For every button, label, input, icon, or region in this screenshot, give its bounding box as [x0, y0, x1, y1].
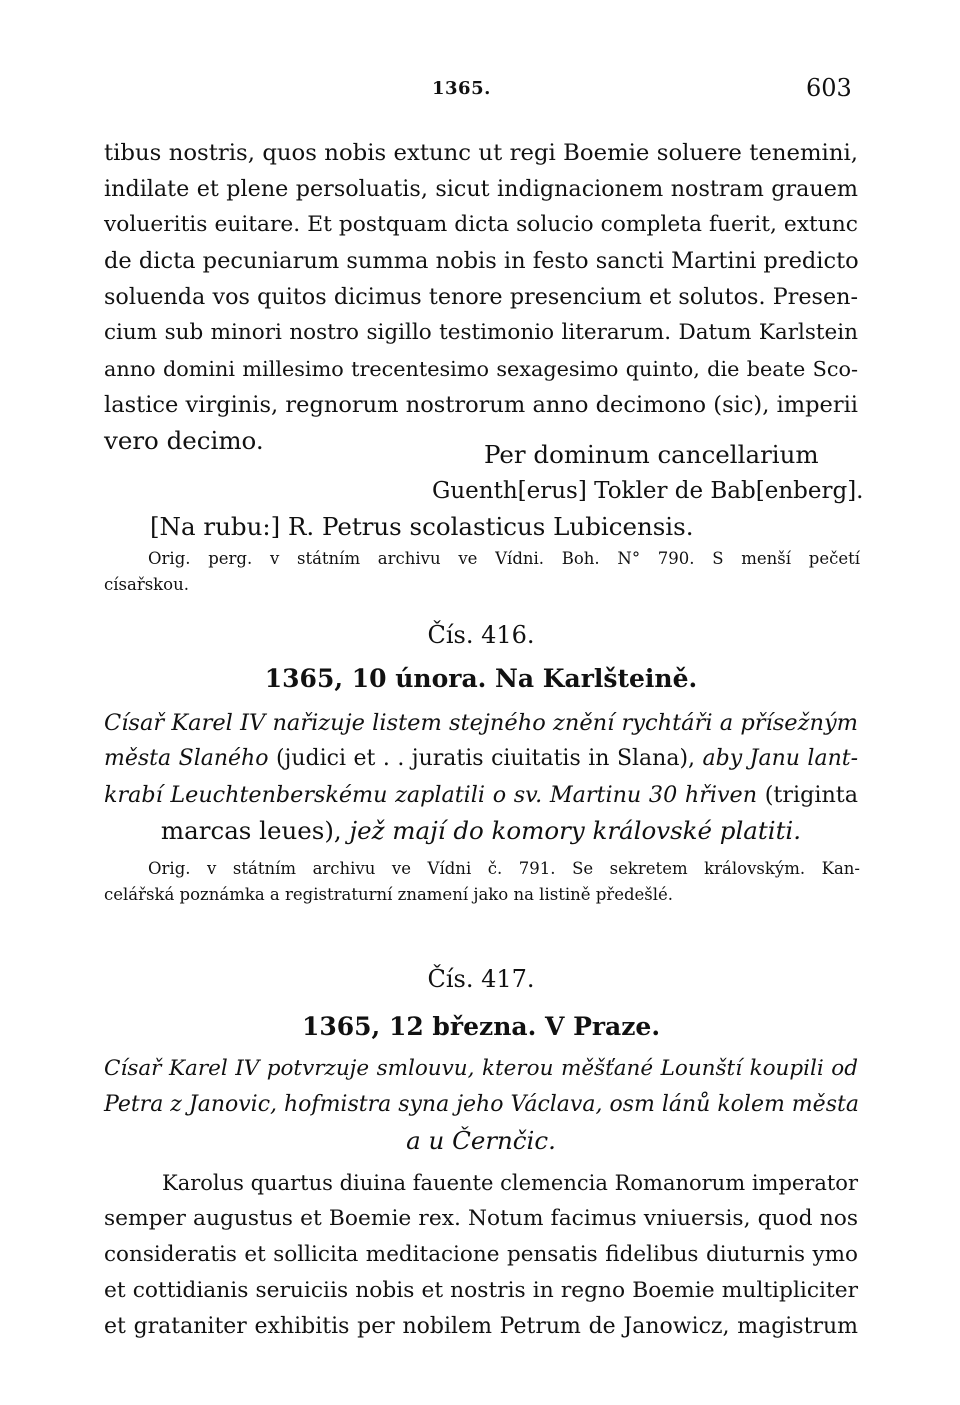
text-line: soluenda vos quitos dicimus tenore presencium et solutos. Presen-	[104, 284, 858, 310]
text-line: anno domini millesimo trecentesimo sexagesimo quinto, die beate Sco-	[104, 357, 858, 381]
text-line: semper augustus et Boemie rex. Notum facimus vniuersis, quod nos	[104, 1206, 858, 1231]
regest-line: Petra z Janovic, hofmistra syna jeho Václava, osm lánů kolem města	[104, 1092, 859, 1117]
document-date-place: 1365, 12 března. V Praze.	[301, 1012, 661, 1041]
regest-fragment: aby Janu lant-	[702, 746, 859, 771]
document-number: Čís. 417.	[427, 965, 535, 993]
regest-fragment: marcas leues),	[160, 816, 350, 845]
text-line: Karolus quartus diuina fauente clemencia Romanorum imperator	[162, 1171, 858, 1195]
regest-fragment: krabí Leuchtenberskému zaplatili o sv. Martinu 30 hřiven	[104, 782, 758, 808]
regest-fragment: města Slaného	[104, 746, 269, 771]
regest-line	[104, 744, 858, 774]
chancery-note-1: Per dominum cancellarium	[484, 440, 819, 469]
text-line: cium sub minori nostro sigillo testimonio literarum. Datum Karlstein	[104, 320, 858, 345]
text-line: tibus nostris, quos nobis extunc ut regi Boemie soluere tenemini,	[104, 140, 858, 166]
source-note-1: Orig. v státním archivu ve Vídni č. 791. Se sekretem královským. Kan-	[148, 859, 860, 878]
text-line: de dicta pecuniarum summa nobis in festo sancti Martini predicto	[104, 248, 859, 274]
text-line: volueritis euitare. Et postquam dicta solucio completa fuerit, extunc	[104, 212, 858, 237]
document-number: Čís. 416.	[427, 621, 535, 649]
regest-line: Císař Karel IV potvrzuje smlouvu, kterou měšťané Lounští koupili od	[104, 1056, 858, 1081]
text-line: et cottidianis seruiciis nobis et nostris in regno Boemie multipliciter	[104, 1278, 858, 1303]
page-number: 603	[806, 74, 852, 102]
source-note-2: císařskou.	[104, 575, 189, 594]
text-line: et grataniter exhibitis per nobilem Petrum de Janowicz, magistrum	[104, 1314, 858, 1339]
text-line: consideratis et sollicita meditacione pensatis fidelibus diuturnis ymo	[104, 1242, 858, 1267]
text-line: indilate et plene persoluatis, sicut indignacionem nostram grauem	[104, 176, 858, 202]
regest-line	[104, 816, 858, 846]
source-note-2: celářská poznámka a registraturní znamení jako na listině předešlé.	[104, 885, 674, 904]
document-date-place: 1365, 10 února. Na Karlšteině.	[264, 664, 698, 693]
chancery-note-2: Guenth[erus] Tokler de Bab[enberg].	[432, 478, 864, 504]
text-line: lastice virginis, regnorum nostrorum anno decimono (sic), imperii	[104, 392, 858, 418]
running-head-year: 1365.	[432, 78, 491, 99]
text-line: vero decimo.	[104, 426, 264, 455]
regest-line	[104, 780, 858, 810]
regest-line: a u Černčic.	[406, 1126, 556, 1155]
source-note-1: Orig. perg. v státním archivu ve Vídni. Boh. N° 790. S menší pečetí	[148, 549, 860, 568]
regest-fragment: (triginta	[757, 782, 859, 808]
regest-fragment: jež mají do komory královské platiti.	[349, 816, 802, 845]
regest-line: Císař Karel IV nařizuje listem stejného znění rychtáři a přísežným	[104, 710, 858, 736]
regest-fragment: (judici et . . juratis ciuitatis in Slana),	[268, 746, 703, 771]
verso-note: [Na rubu:] R. Petrus scolasticus Lubicensis.	[150, 512, 694, 541]
running-head	[0, 74, 960, 104]
